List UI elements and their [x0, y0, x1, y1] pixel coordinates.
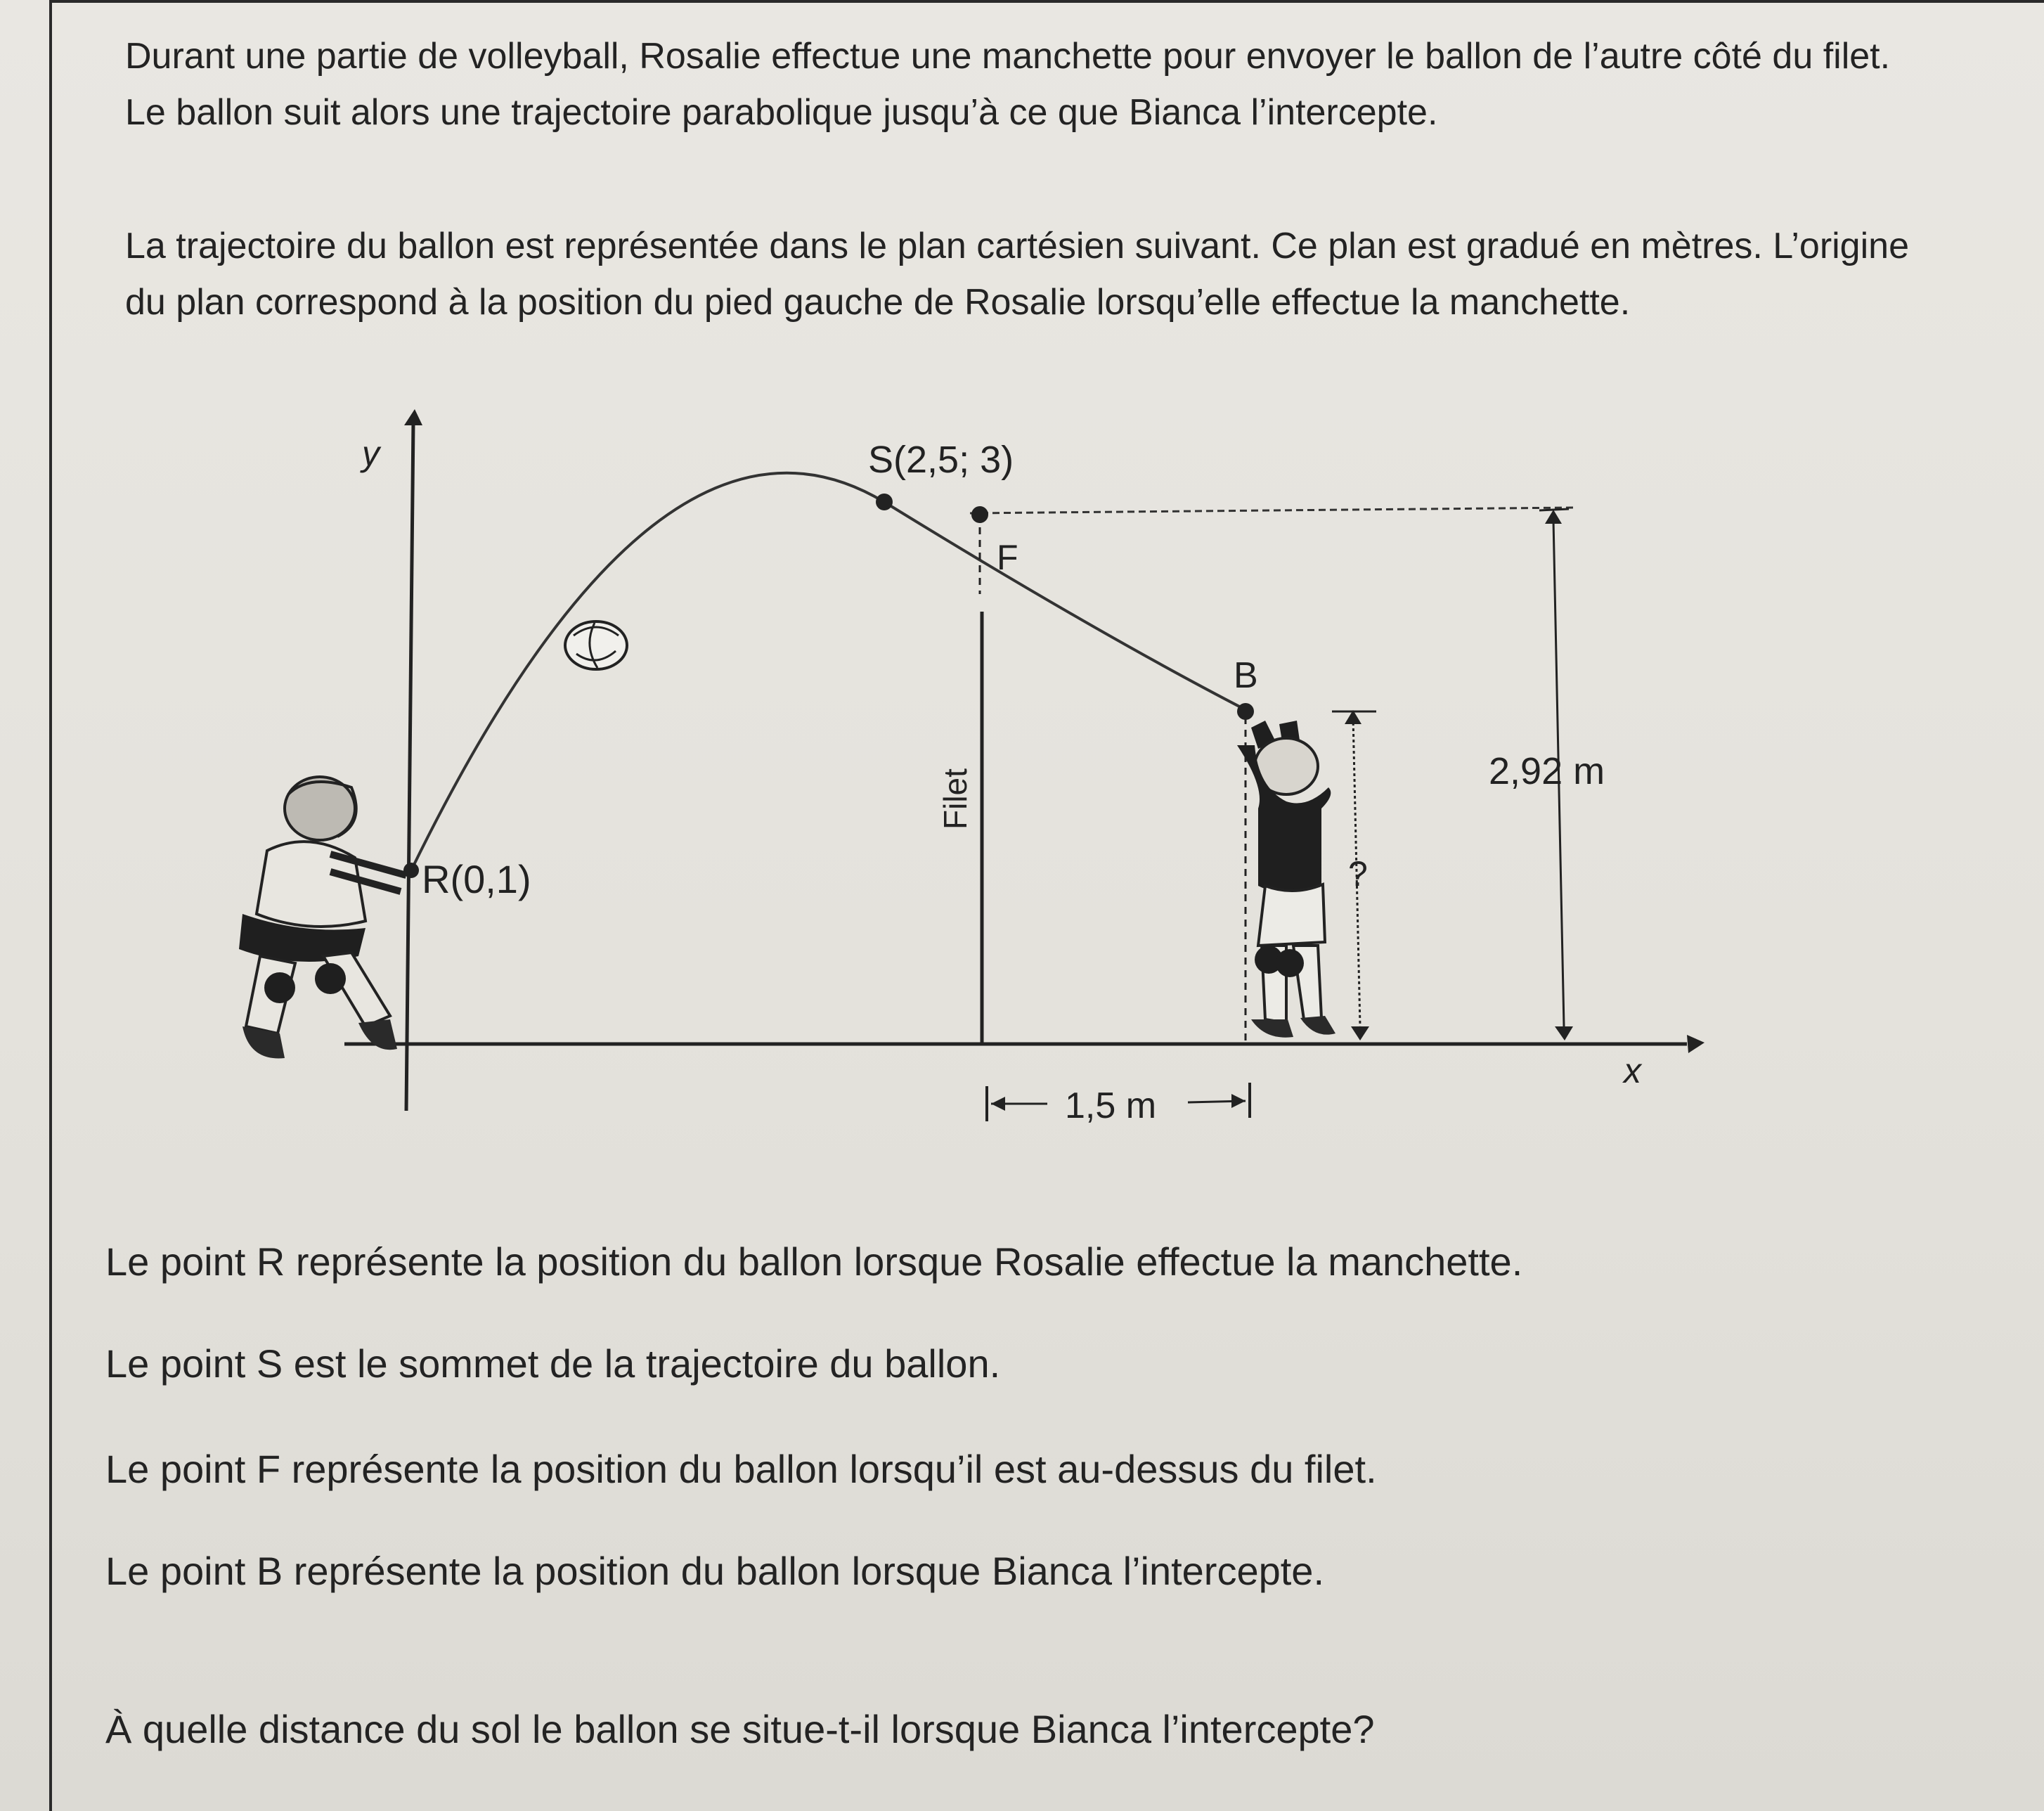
rosalie-player-illustration — [239, 777, 406, 1058]
y-axis-arrowhead — [404, 409, 422, 425]
y-axis-label: y — [362, 434, 380, 473]
point-b-label: B — [1234, 655, 1258, 696]
ball-trajectory-curve — [411, 473, 1246, 870]
summit-height-dashed-line — [970, 508, 1574, 513]
volleyball-icon — [565, 621, 627, 669]
statement-point-s: Le point S est le sommet de la trajectoire du ballon. — [105, 1341, 1001, 1386]
y-axis — [406, 422, 413, 1111]
intro-paragraph-1: Durant une partie de volleyball, Rosalie effectue une manchette pour envoyer le ballon de l’autre côté du filet. Le ballon suit alors une trajectoire parabolique jusqu’à ce que Bianca l’intercepte. — [125, 36, 1891, 133]
point-r-label: R(0,1) — [422, 857, 531, 901]
x-axis-label: x — [1624, 1051, 1641, 1090]
distance-dimension-label: 1,5 m — [1065, 1085, 1157, 1126]
unknown-height-label: ? — [1348, 854, 1368, 894]
x-axis-arrowhead — [1687, 1035, 1705, 1053]
statement-point-b: Le point B représente la position du ballon lorsque Bianca l’intercepte. — [105, 1549, 1325, 1593]
intro-paragraph-2: La trajectoire du ballon est représentée dans le plan cartésien suivant. Ce plan est gradué en mètres. L’origine du plan correspond à la position du pied gauche de Rosalie lorsqu’elle effectue la manchette. — [125, 226, 1909, 323]
statement-point-f: Le point F représente la position du ballon lorsqu’il est au-dessus du filet. — [105, 1447, 1377, 1491]
point-f-marker — [971, 506, 988, 523]
question-text: À quelle distance du sol le ballon se situe-t-il lorsque Bianca l’intercepte? — [105, 1707, 1375, 1751]
height-dimension-label: 2,92 m — [1489, 750, 1605, 792]
point-s-label: S(2,5; 3) — [868, 439, 1014, 481]
statement-point-r: Le point R représente la position du ballon lorsque Rosalie effectue la manchette. — [105, 1239, 1523, 1284]
point-f-label: F — [997, 538, 1018, 577]
bianca-player-illustration — [1237, 721, 1335, 1038]
net-label: Filet — [937, 768, 974, 830]
point-s-marker — [876, 494, 893, 510]
